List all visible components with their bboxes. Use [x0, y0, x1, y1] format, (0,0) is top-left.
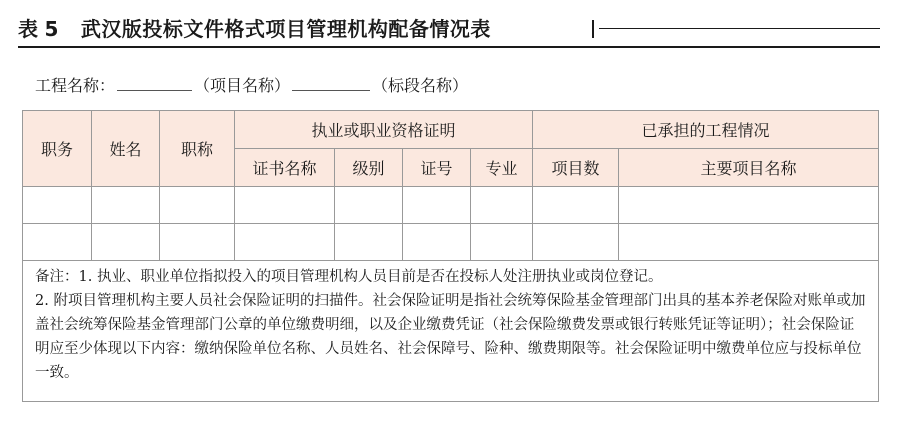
- project-label: 工程名称：: [35, 76, 116, 95]
- project-item-1: （项目名称）: [194, 76, 291, 95]
- header-work-group: 已承担的工程情况: [533, 111, 879, 149]
- table-cell[interactable]: [471, 224, 533, 261]
- page-title: [18, 16, 491, 42]
- title-tick-divider: [592, 20, 594, 38]
- header-major: 专业: [471, 149, 533, 187]
- table-cell[interactable]: [23, 187, 92, 224]
- table-cell[interactable]: [335, 224, 403, 261]
- table-cell[interactable]: [471, 187, 533, 224]
- table-cell[interactable]: [403, 187, 471, 224]
- title-label: 表: [18, 17, 39, 41]
- project-blank-1[interactable]: [117, 74, 192, 91]
- table-cell[interactable]: [403, 224, 471, 261]
- title-underline: [18, 46, 880, 48]
- header-main-projects: 主要项目名称: [619, 149, 879, 187]
- table-cell[interactable]: [92, 224, 160, 261]
- staff-table: [22, 110, 879, 402]
- header-title: 职称: [160, 111, 235, 187]
- table-cell[interactable]: [235, 224, 335, 261]
- title-number: 5: [44, 17, 59, 41]
- project-name-line: [35, 74, 468, 97]
- table-cell[interactable]: [619, 224, 879, 261]
- notes-row: [23, 261, 879, 402]
- header-position: 职务: [23, 111, 92, 187]
- table-cell[interactable]: [235, 187, 335, 224]
- project-item-2: （标段名称）: [372, 76, 469, 95]
- notes-cell: [23, 261, 879, 402]
- table-row: [23, 224, 879, 261]
- header-cert-name: 证书名称: [235, 149, 335, 187]
- note-1: 备注：1. 执业、职业单位指拟投入的项目管理机构人员目前是否在投标人处注册执业或岗位登记。: [35, 269, 663, 285]
- table-cell[interactable]: [619, 187, 879, 224]
- title-rule: [599, 28, 880, 29]
- table-cell[interactable]: [533, 187, 619, 224]
- header-level: 级别: [335, 149, 403, 187]
- table-cell[interactable]: [533, 224, 619, 261]
- header-cert-group: 执业或职业资格证明: [235, 111, 533, 149]
- table-cell[interactable]: [92, 187, 160, 224]
- table-cell[interactable]: [160, 187, 235, 224]
- table-cell[interactable]: [160, 224, 235, 261]
- table-row: [23, 187, 879, 224]
- project-blank-2[interactable]: [292, 74, 370, 91]
- table-cell[interactable]: [23, 224, 92, 261]
- table-cell[interactable]: [335, 187, 403, 224]
- header-name: 姓名: [92, 111, 160, 187]
- header-project-count: 项目数: [533, 149, 619, 187]
- title-text: 武汉版投标文件格式项目管理机构配备情况表: [80, 17, 491, 41]
- note-2: 2. 附项目管理机构主要人员社会保险证明的扫描件。社会保险证明是指社会统筹保险基金管理部门出具的基本养老保险对账单或加盖社会统筹保险基金管理部门公章的单位缴费明细，以及企业缴费凭证（社会保险缴费发票或银行转账凭证等证明）；社会保险证明应至少体现以下内容：缴纳保险单位名称、人员姓名、社会保障号、险种、缴费期限等。社会保险证明中缴费单位应与投标单位一致。: [35, 293, 866, 381]
- header-cert-no: 证号: [403, 149, 471, 187]
- title-bar: [18, 12, 880, 42]
